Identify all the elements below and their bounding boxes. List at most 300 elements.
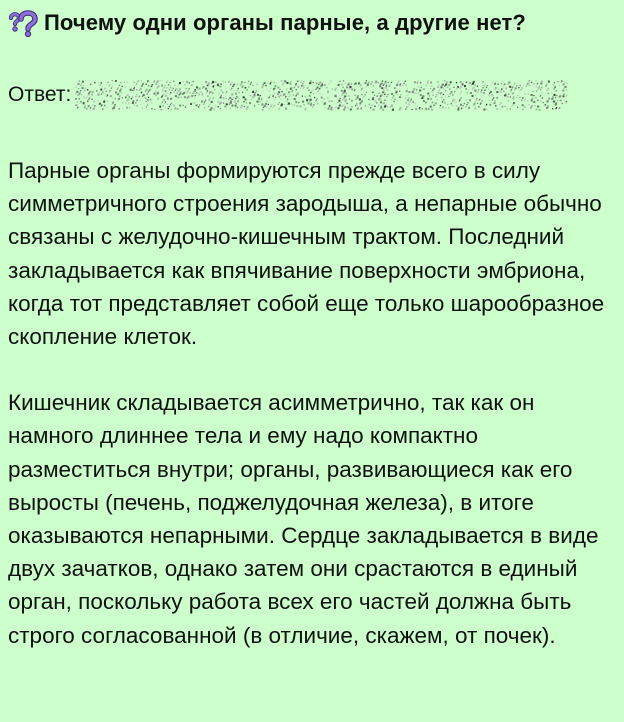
spoiler-noise-dot — [485, 89, 486, 90]
spoiler-noise-dot — [475, 84, 476, 85]
spoiler-noise-dot — [453, 105, 454, 106]
spoiler-noise-dot — [289, 102, 290, 103]
spoiler-noise-dot — [169, 89, 170, 90]
spoiler-noise-dot — [384, 84, 385, 85]
spoiler-noise-dot — [281, 80, 282, 81]
spoiler-noise-dot — [442, 108, 443, 109]
spoiler-noise-dot — [345, 83, 346, 84]
spoiler-noise-dot — [105, 105, 106, 106]
spoiler-noise-dot — [87, 89, 88, 90]
spoiler-noise-dot — [271, 104, 272, 105]
spoiler-noise-dot — [381, 83, 383, 85]
spoiler-noise-dot — [346, 99, 347, 100]
spoiler-noise-dot — [279, 108, 280, 109]
spoiler-noise-dot — [378, 105, 379, 106]
spoiler-noise-dot — [412, 91, 414, 93]
spoiler-noise-dot — [540, 96, 541, 97]
spoiler-noise-dot — [398, 81, 399, 82]
spoiler-noise-dot — [161, 103, 162, 104]
spoiler-noise-dot — [223, 80, 225, 82]
spoiler-noise-dot — [370, 107, 371, 108]
spoiler-noise-dot — [230, 97, 232, 99]
spoiler-noise-dot — [108, 82, 109, 83]
spoiler-noise-dot — [369, 99, 370, 100]
spoiler-noise-dot — [80, 103, 81, 104]
spoiler-noise-dot — [286, 100, 288, 102]
spoiler-noise-dot — [384, 95, 385, 96]
spoiler-noise-dot — [141, 92, 142, 93]
spoiler-noise-dot — [163, 99, 165, 101]
spoiler-noise-dot — [503, 86, 504, 87]
spoiler-noise-dot — [248, 82, 249, 83]
spoiler-noise-dot — [490, 91, 492, 93]
spoiler-noise-dot — [358, 82, 360, 84]
spoiler-noise-dot — [139, 96, 140, 97]
spoiler-noise-dot — [102, 86, 103, 87]
spoiler-noise-dot — [399, 96, 401, 98]
spoiler-noise-dot — [409, 97, 410, 98]
spoiler-noise-dot — [210, 97, 211, 98]
spoiler-noise-dot — [397, 83, 398, 84]
spoiler-noise-dot — [450, 93, 451, 94]
spoiler-noise-dot — [330, 80, 332, 82]
spoiler-noise-dot — [455, 108, 456, 109]
spoiler-noise-dot — [158, 86, 159, 87]
spoiler-noise-dot — [380, 108, 381, 109]
spoiler-noise-dot — [83, 102, 84, 103]
spoiler-noise-dot — [421, 87, 422, 88]
spoiler-noise-dot — [242, 105, 243, 106]
spoiler-noise-dot — [452, 102, 453, 103]
spoiler-noise-dot — [340, 81, 341, 82]
spoiler-noise-dot — [175, 107, 177, 109]
spoiler-noise-dot — [385, 81, 386, 82]
spoiler-noise-dot — [81, 101, 82, 102]
spoiler-noise-dot — [112, 104, 113, 105]
spoiler-noise-dot — [221, 84, 222, 85]
spoiler-noise-dot — [316, 100, 317, 101]
spoiler-noise-dot — [432, 91, 434, 93]
spoiler-noise-dot — [231, 89, 232, 90]
spoiler-noise-dot — [352, 100, 353, 101]
spoiler-noise-dot — [553, 83, 554, 84]
spoiler-noise-dot — [548, 88, 550, 90]
spoiler-noise-dot — [455, 91, 456, 92]
spoiler-noise-dot — [137, 94, 138, 95]
spoiler-noise-dot — [181, 91, 182, 92]
spoiler-noise-dot — [560, 100, 561, 101]
spoiler-noise-dot — [477, 103, 478, 104]
spoiler-noise-dot — [355, 95, 356, 96]
spoiler-noise-dot — [194, 109, 195, 110]
spoiler-noise-dot — [524, 107, 525, 108]
spoiler-noise-dot — [228, 99, 229, 100]
spoiler-noise-dot — [418, 81, 419, 82]
spoiler-noise-dot — [345, 95, 347, 97]
spoiler-noise-dot — [463, 82, 464, 83]
spoiler-noise-dot — [396, 84, 397, 85]
spoiler-noise-dot — [165, 90, 167, 92]
spoiler-noise-dot — [288, 104, 289, 105]
spoiler-noise-dot — [148, 92, 149, 93]
spoiler-noise-dot — [355, 105, 356, 106]
spoiler-noise-dot — [210, 92, 211, 93]
spoiler-noise-dot — [107, 106, 108, 107]
spoiler-noise-dot — [362, 94, 363, 95]
spoiler-noise-dot — [541, 83, 543, 85]
spoiler-noise-dot — [274, 99, 275, 100]
spoiler-noise-dot — [83, 96, 85, 98]
spoiler-noise-dot — [254, 105, 255, 106]
spoiler-noise-dot — [553, 96, 555, 98]
spoiler-noise-dot — [274, 92, 275, 93]
spoiler-noise-dot — [308, 103, 310, 105]
spoiler-noise-dot — [300, 105, 302, 107]
spoiler-noise-dot — [538, 99, 539, 100]
spoiler-noise-dot — [470, 92, 472, 94]
spoiler-noise-dot — [270, 94, 271, 95]
spoiler-noise-dot — [381, 94, 383, 96]
spoiler-noise-dot — [89, 92, 90, 93]
spoiler-noise-dot — [241, 83, 243, 85]
spoiler-noise-dot — [291, 87, 293, 89]
spoiler-noise-dot — [407, 106, 409, 108]
spoiler-noise-dot — [391, 99, 392, 100]
spoiler-noise-dot — [382, 81, 383, 82]
spoiler-noise-dot — [522, 104, 524, 106]
spoiler-noise-dot — [161, 109, 162, 110]
spoiler-noise-dot — [430, 88, 431, 89]
spoiler-noise-dot — [175, 95, 177, 97]
spoiler-noise-dot — [131, 98, 132, 99]
spoiler-noise-dot — [183, 93, 184, 94]
spoiler-noise-dot — [564, 88, 565, 89]
spoiler-noise-dot — [387, 106, 388, 107]
spoiler-noise-dot — [314, 97, 315, 98]
spoiler-noise-dot — [115, 104, 116, 105]
spoiler-noise-dot — [264, 104, 266, 106]
spoiler-noise-dot — [478, 89, 479, 90]
spoiler-noise-dot — [130, 89, 132, 91]
spoiler-noise-dot — [127, 94, 129, 96]
spoiler-noise-dot — [233, 97, 235, 99]
spoiler-noise-dot — [477, 86, 478, 87]
spoiler-noise-dot — [406, 102, 407, 103]
spoiler-noise-dot — [413, 90, 414, 91]
spoiler-noise-dot — [341, 90, 343, 92]
spoiler-noise-dot — [469, 89, 470, 90]
spoiler-noise-dot — [126, 107, 128, 109]
spoiler-noise-dot — [157, 98, 158, 99]
spoiler-noise-dot — [389, 86, 390, 87]
spoiler-noise-dot — [325, 84, 326, 85]
spoiler-noise-dot — [560, 95, 562, 97]
spoiler-noise-dot — [359, 98, 361, 100]
spoiler-noise-dot — [510, 86, 512, 88]
spoiler-noise-dot — [420, 90, 422, 92]
spoiler-noise-dot — [417, 89, 418, 90]
spoiler-noise-dot — [225, 81, 226, 82]
spoiler-noise-dot — [221, 95, 222, 96]
spoiler-noise-dot — [385, 105, 387, 107]
spoiler-noise-dot — [290, 83, 292, 85]
spoiler-noise-dot — [136, 101, 137, 102]
spoiler-noise-dot — [91, 94, 93, 96]
spoiler-noise-dot — [435, 96, 436, 97]
spoiler-noise-dot — [367, 84, 369, 86]
spoiler-noise-dot — [374, 95, 375, 96]
spoiler-noise-dot — [313, 104, 314, 105]
spoiler-noise-dot — [359, 81, 360, 82]
spoiler-noise-dot — [243, 96, 244, 97]
spoiler-noise-dot — [125, 86, 126, 87]
spoiler-noise-dot — [124, 82, 125, 83]
spoiler-noise-dot — [540, 101, 541, 102]
spoiler-noise-dot — [430, 106, 432, 108]
spoiler-noise-dot — [213, 92, 214, 93]
spoiler-noise-dot — [436, 94, 437, 95]
spoiler-noise-dot — [100, 85, 101, 86]
spoiler-noise-dot — [196, 94, 197, 95]
spoiler-noise-dot — [262, 109, 263, 110]
spoiler-noise-dot — [485, 84, 486, 85]
spoiler-noise-dot — [495, 105, 496, 106]
spoiler-noise-dot — [146, 89, 148, 91]
spoiler-noise-dot — [443, 94, 444, 95]
spoiler-noise-dot — [205, 99, 206, 100]
spoiler-noise-dot — [82, 81, 83, 82]
spoiler-noise-dot — [516, 85, 517, 86]
spoiler-noise-dot — [115, 80, 117, 82]
spoiler-noise-dot — [383, 109, 385, 111]
spoiler-noise-dot — [563, 95, 565, 97]
spoiler-noise-dot — [381, 106, 382, 107]
spoiler-noise-dot — [143, 84, 144, 85]
spoiler-noise-dot — [362, 87, 363, 88]
spoiler-noise-dot — [522, 87, 523, 88]
spoiler-noise-dot — [279, 96, 280, 97]
spoiler-noise-dot — [313, 93, 314, 94]
spoiler-noise-dot — [148, 97, 149, 98]
spoiler-noise-dot — [298, 86, 300, 88]
spoiler-noise-dot — [161, 80, 162, 81]
spoiler-noise-dot — [208, 96, 209, 97]
spoiler-noise-dot — [346, 86, 348, 88]
spoiler-noise-dot — [532, 99, 533, 100]
spoiler-noise-dot — [472, 84, 473, 85]
spoiler-noise-dot — [418, 92, 419, 93]
spoiler-noise-dot — [473, 87, 475, 89]
spoiler-noise-dot — [525, 93, 526, 94]
spoiler-noise-dot — [464, 103, 465, 104]
spoiler-noise-dot — [226, 103, 227, 104]
spoiler-noise-dot — [506, 93, 507, 94]
spoiler-noise-dot — [110, 95, 112, 97]
spoiler-noise-dot — [526, 86, 527, 87]
spoiler-noise-dot — [379, 93, 380, 94]
spoiler-noise-dot — [527, 83, 529, 85]
spoiler-noise-dot — [492, 82, 494, 84]
spoiler-noise-dot — [431, 104, 432, 105]
spoiler-noise-dot — [176, 88, 178, 90]
spoiler-noise-dot — [86, 108, 87, 109]
spoiler-noise-dot — [209, 88, 210, 89]
spoiler-noise-dot — [515, 83, 516, 84]
hidden-answer-spoiler[interactable] — [75, 79, 569, 111]
spoiler-noise-dot — [429, 95, 430, 96]
spoiler-noise-dot — [300, 88, 301, 89]
spoiler-noise-dot — [388, 82, 389, 83]
spoiler-noise-dot — [207, 85, 208, 86]
spoiler-noise-dot — [78, 88, 79, 89]
spoiler-noise-dot — [246, 102, 247, 103]
spoiler-noise-dot — [168, 84, 169, 85]
spoiler-noise-dot — [247, 89, 248, 90]
spoiler-noise-dot — [447, 87, 448, 88]
spoiler-noise-dot — [322, 83, 323, 84]
spoiler-noise-dot — [469, 99, 471, 101]
spoiler-noise-dot — [133, 89, 135, 91]
spoiler-noise-dot — [187, 91, 188, 92]
spoiler-noise-dot — [140, 100, 141, 101]
spoiler-noise-dot — [304, 81, 305, 82]
spoiler-noise-dot — [167, 104, 168, 105]
spoiler-noise-dot — [465, 107, 466, 108]
spoiler-noise-dot — [270, 105, 272, 107]
spoiler-noise-dot — [462, 84, 464, 86]
spoiler-noise-dot — [157, 82, 158, 83]
spoiler-noise-dot — [268, 98, 269, 99]
spoiler-noise-dot — [335, 89, 336, 90]
spoiler-noise-dot — [275, 97, 276, 98]
spoiler-noise-dot — [303, 83, 304, 84]
spoiler-noise-dot — [356, 99, 357, 100]
spoiler-noise-dot — [466, 82, 467, 83]
spoiler-noise-dot — [449, 107, 450, 108]
spoiler-noise-dot — [514, 96, 515, 97]
spoiler-noise-dot — [431, 98, 432, 99]
spoiler-noise-dot — [408, 104, 410, 106]
spoiler-noise-dot — [385, 87, 387, 89]
spoiler-noise-dot — [420, 82, 421, 83]
spoiler-noise-dot — [125, 97, 126, 98]
spoiler-noise-dot — [220, 108, 221, 109]
spoiler-noise-dot — [135, 102, 136, 103]
spoiler-noise-dot — [101, 89, 103, 91]
spoiler-noise-dot — [469, 83, 470, 84]
spoiler-noise-dot — [521, 89, 522, 90]
spoiler-noise-dot — [441, 86, 443, 88]
spoiler-noise-dot — [85, 88, 87, 90]
spoiler-noise-dot — [233, 86, 234, 87]
spoiler-noise-dot — [90, 107, 91, 108]
spoiler-noise-dot — [136, 96, 137, 97]
spoiler-noise-dot — [294, 86, 295, 87]
spoiler-noise-dot — [342, 106, 343, 107]
spoiler-noise-dot — [155, 109, 156, 110]
spoiler-noise-dot — [361, 100, 363, 102]
spoiler-noise-dot — [219, 93, 220, 94]
spoiler-noise-dot — [479, 99, 480, 100]
spoiler-noise-dot — [421, 98, 422, 99]
spoiler-noise-dot — [460, 81, 462, 83]
spoiler-noise-dot — [206, 92, 207, 93]
spoiler-noise-dot — [129, 96, 130, 97]
spoiler-noise-dot — [191, 102, 193, 104]
spoiler-noise-dot — [311, 103, 312, 104]
spoiler-noise-dot — [445, 97, 447, 99]
spoiler-noise-dot — [184, 97, 185, 98]
spoiler-noise-dot — [170, 87, 171, 88]
spoiler-noise-dot — [267, 82, 268, 83]
spoiler-noise-dot — [210, 103, 211, 104]
spoiler-noise-dot — [383, 102, 385, 104]
spoiler-noise-dot — [199, 88, 201, 90]
spoiler-noise-dot — [472, 95, 474, 97]
spoiler-noise-dot — [139, 89, 140, 90]
spoiler-noise-dot — [234, 101, 236, 103]
spoiler-noise-dot — [567, 94, 568, 95]
spoiler-noise-dot — [499, 104, 500, 105]
spoiler-noise-dot — [422, 108, 423, 109]
spoiler-noise-dot — [294, 104, 295, 105]
spoiler-noise-dot — [475, 108, 477, 110]
spoiler-noise-dot — [99, 103, 101, 105]
spoiler-noise-dot — [279, 102, 280, 103]
spoiler-noise-dot — [434, 104, 435, 105]
spoiler-noise-dot — [158, 92, 160, 94]
spoiler-noise-dot — [529, 104, 530, 105]
spoiler-noise-dot — [253, 90, 254, 91]
spoiler-noise-dot — [502, 88, 503, 89]
spoiler-noise-dot — [441, 97, 442, 98]
spoiler-noise-dot — [563, 90, 564, 91]
spoiler-noise-dot — [174, 81, 175, 82]
spoiler-noise-dot — [503, 81, 504, 82]
spoiler-noise-dot — [274, 82, 275, 83]
spoiler-noise-dot — [275, 85, 276, 86]
spoiler-noise-dot — [511, 89, 512, 90]
spoiler-noise-dot — [203, 103, 205, 105]
spoiler-noise-dot — [552, 98, 554, 100]
spoiler-noise-dot — [477, 91, 479, 93]
spoiler-noise-dot — [270, 82, 271, 83]
spoiler-noise-dot — [228, 82, 229, 83]
spoiler-noise-dot — [466, 88, 467, 89]
spoiler-noise-dot — [102, 91, 104, 93]
spoiler-noise-dot — [388, 94, 389, 95]
spoiler-noise-dot — [397, 100, 398, 101]
spoiler-noise-dot — [536, 80, 537, 81]
spoiler-noise-dot — [122, 102, 123, 103]
spoiler-noise-dot — [88, 105, 90, 107]
spoiler-noise-dot — [183, 105, 184, 106]
spoiler-noise-dot — [234, 84, 235, 85]
spoiler-noise-dot — [482, 82, 483, 83]
spoiler-noise-dot — [313, 82, 314, 83]
spoiler-noise-dot — [82, 88, 83, 89]
spoiler-noise-dot — [380, 85, 382, 87]
spoiler-noise-dot — [391, 105, 393, 107]
spoiler-noise-dot — [567, 83, 568, 84]
spoiler-noise-dot — [283, 83, 284, 84]
spoiler-noise-dot — [269, 91, 270, 92]
spoiler-noise-dot — [500, 91, 502, 93]
spoiler-noise-dot — [235, 105, 237, 107]
spoiler-noise-dot — [507, 96, 509, 98]
spoiler-noise-dot — [302, 101, 304, 103]
spoiler-noise-dot — [445, 102, 446, 103]
